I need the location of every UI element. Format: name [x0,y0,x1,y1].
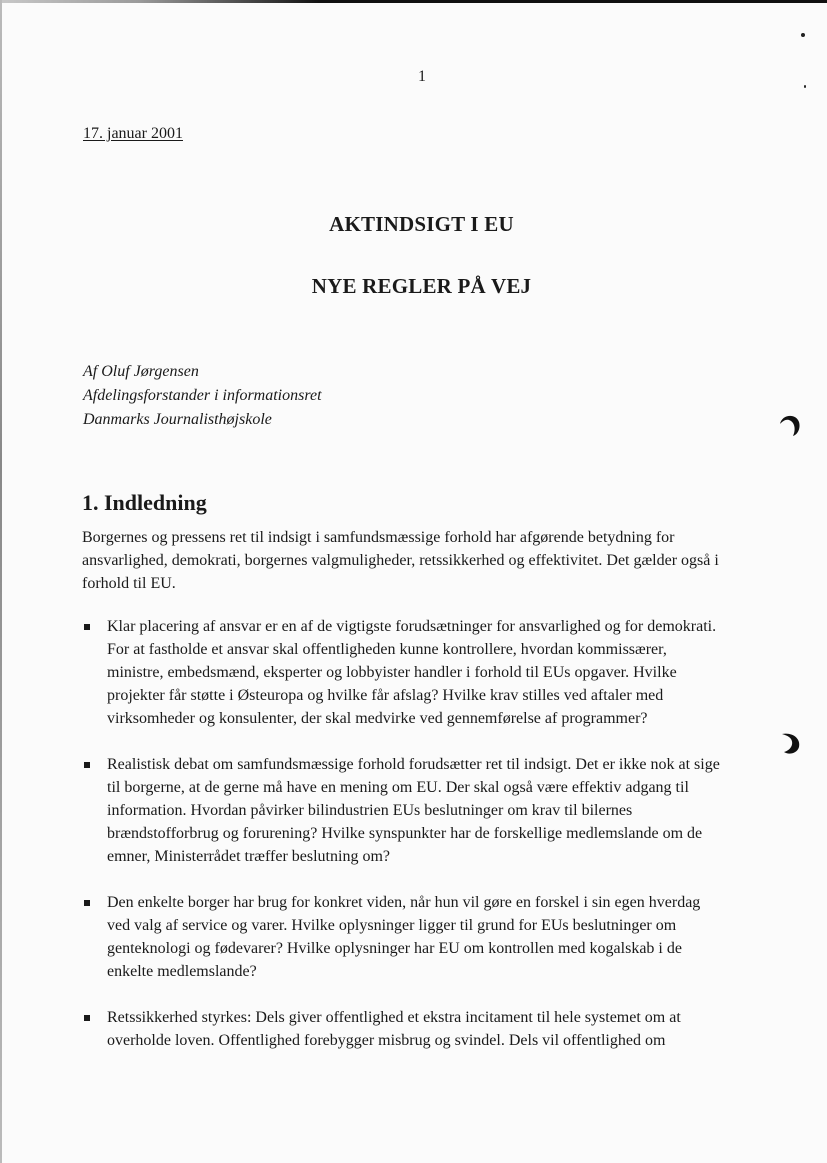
bullet-line: information. Hvordan påvirker bilindustrien EUs beslutninger om krav til bilernes [107,802,633,819]
document-subtitle: NYE REGLER PÅ VEJ [311,274,532,298]
bullet-line: overholde loven. Offentlighed forebygger misbrug og svindel. Dels vil offentlighed om [107,1032,666,1049]
bullet-list [82,615,762,1077]
paragraph-line: forhold til EU. [82,575,176,592]
square-bullet-icon [84,900,90,906]
scan-left-edge [0,0,2,1163]
bullet-line: Den enkelte borger har brug for konkret viden, når hun vil gøre en forskel i sin egen hverdag [107,894,701,911]
document-title: AKTINDSIGT I EU [329,212,514,236]
square-bullet-icon [84,624,90,630]
bullet-line: til borgerne, at de gerne må have en mening om EU. Der skal også være effektiv adgang til [107,779,689,796]
byline-author: Af Oluf Jørgensen [83,363,199,380]
scan-top-edge [0,0,827,3]
bullet-line: projekter får støtte i Østeuropa og hvilke får afslag? Hvilke krav stilles ved aftaler med [107,687,664,704]
paragraph-line: ansvarlighed, demokrati, borgernes valgmuligheder, retssikkerhed og effektivitet. Det gælder også i [82,552,719,569]
page-number: 1 [418,68,426,85]
byline-position: Afdelingsforstander i informationsret [83,387,322,404]
bullet-item [82,753,762,866]
bullet-item [82,1006,762,1052]
bullet-line: virksomheder og konsulenter, der skal medvirke ved gennemførelse af programmer? [107,710,648,727]
bullet-line: Realistisk debat om samfundsmæssige forhold forudsætter ret til indsigt. Det er ikke nok at sige [107,756,720,773]
scan-speck [801,33,805,37]
paragraph-line: Borgernes og pressens ret til indsigt i samfundsmæssige forhold har afgørende betydning for [82,529,675,546]
bullet-line: Klar placering af ansvar er en af de vigtigste forudsætninger for ansvarlighed og for demokrati. [107,618,717,635]
bullet-line: Retssikkerhed styrkes: Dels giver offentlighed et ekstra incitament til hele systemet om at [107,1009,681,1026]
bullet-item [82,891,762,981]
bullet-line: ved valg af service og varer. Hvilke oplysninger ligger til grund for EUs beslutninger om [107,917,677,934]
byline [83,360,322,432]
bullet-line: ministre, embedsmænd, eksperter og lobbyister handler i forhold til EUs opgaver. Hvilke [107,664,677,681]
punch-hole-icon [774,728,804,758]
byline-institution: Danmarks Journalisthøjskole [83,411,272,428]
bullet-line: emner, Ministerrådet træffer beslutning om? [107,848,390,865]
bullet-line: brændstofforbrug og forurening? Hvilke synspunkter har de forskellige medlemslande om de [107,825,703,842]
section-heading: 1. Indledning [82,490,207,515]
square-bullet-icon [84,762,90,768]
document-date: 17. januar 2001 [83,125,183,142]
bullet-line: For at fastholde et ansvar skal offentligheden kunne kontrollere, hvordan kommissærer, [107,641,667,658]
intro-paragraph [82,526,762,595]
square-bullet-icon [84,1015,90,1021]
bullet-item [82,615,762,728]
scan-speck [804,85,806,88]
bullet-line: enkelte medlemslande? [107,963,257,980]
punch-hole-icon [774,410,804,440]
bullet-line: genteknologi og fødevarer? Hvilke oplysninger har EU om kontrollen med kogalskab i de [107,940,682,957]
